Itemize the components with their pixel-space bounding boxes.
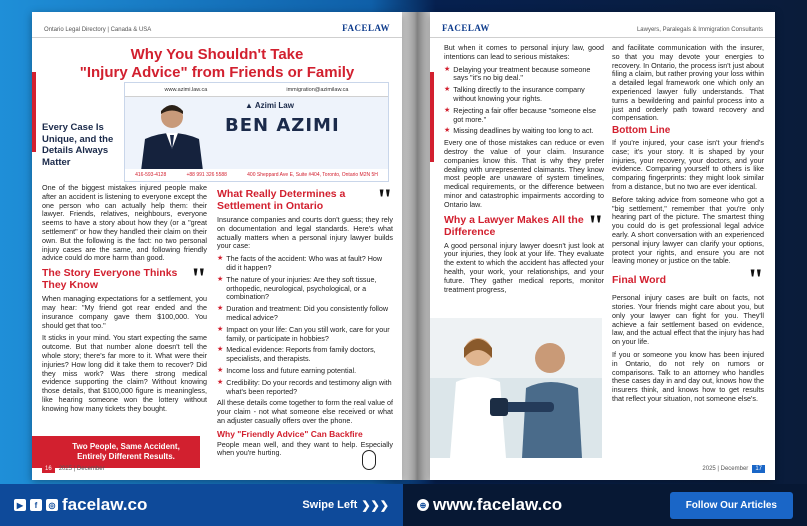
right-header-tagline: Lawyers, Paralegals & Immigration Consultants — [636, 27, 763, 33]
star-icon: ★ — [444, 127, 451, 135]
right-page-number: 17 — [752, 465, 765, 473]
right-accent-rule — [430, 72, 434, 162]
left-page-header — [32, 12, 402, 38]
right-header-brand: FACELAW — [442, 23, 490, 33]
right-page — [430, 12, 775, 480]
star-icon: ★ — [444, 65, 451, 73]
final-word-paragraph-2: If you or someone you know has been injured in Ontario, do not rely on rumors or comparisons. Talk to an attorney who handles these cases day in and day out, knows how the insurers think, and knows how to get results that reflect your situation, not someone else's. — [612, 349, 764, 403]
magazine-spine — [402, 12, 430, 480]
instagram-icon[interactable]: ◎ — [46, 499, 58, 511]
determines-intro: Insurance companies and courts don't guess; they rely on documentation and legal standards. Here's what actually matters when a personal injury lawyer builds your case: — [217, 215, 393, 251]
right-column-left-page — [217, 184, 393, 462]
right-page-footer — [430, 458, 775, 480]
lawyer-portrait-icon — [133, 99, 211, 171]
right-footer-info — [702, 465, 765, 473]
ad-bottom-row — [125, 169, 388, 181]
story-paragraph-2: It sticks in your mind. You start expecting the same outcome. But that number alone doesn't tell the whole story; there's far more to it. What were their injuries? How long did it take them to recover? Did they miss work? Was there strong medical evidence supporting the claim? Without knowing those details, that $100,000 figure is meaningless, like hearing someone won the lottery without knowing how many tickets they bought. — [42, 333, 207, 413]
factors-list — [217, 255, 393, 396]
doctor-patient-photo — [430, 318, 602, 458]
col2-top-paragraph: and facilitate communication with the insurer, so that you may devote your energies to recovery. In Ontario, the process isn't just about filing a claim, but rather proving your loss within a detailed legal framework one which only an experienced lawyer fully understands. That turns a bewildering and painful process into a just and orderly path toward recovery and compensation. — [612, 43, 764, 123]
right-page-header — [430, 12, 775, 38]
list-item: ★ The nature of your injuries: Are they soft tissue, orthopedic, neurological, psychological, or a combination? — [217, 274, 377, 302]
left-column — [42, 184, 207, 418]
swipe-left-label: Swipe Left — [302, 499, 358, 511]
story-heading — [42, 262, 207, 296]
youtube-icon[interactable]: ▶ — [14, 499, 26, 511]
left-header-directory: Ontario Legal Directory | Canada & USA — [44, 27, 152, 33]
social-links — [14, 495, 147, 515]
list-item: ★ The facts of the accident: Who was at fault? How did it happen? — [217, 254, 383, 272]
star-icon: ★ — [444, 106, 451, 114]
quote-icon: " — [190, 262, 207, 296]
lawyer-heading-text: Why a Lawyer Makes All the Difference — [444, 213, 584, 238]
star-icon: ★ — [217, 255, 224, 263]
lawyer-paragraph: A good personal injury lawyer doesn't just look at your injuries, they look at your life. They evaluate the extent to which the accident has affected your health, your work, your relationships, and your future. They gather medical reports, monitor treatment progress, — [444, 240, 604, 294]
star-icon: ★ — [444, 86, 451, 94]
list-item: ★ Duration and treatment: Did you consistently follow medical advice? — [217, 304, 389, 322]
ad-address: 400 Sheppard Ave E, Suite #404, Toronto, Ontario M2N 5H — [247, 172, 378, 178]
star-icon: ★ — [217, 366, 224, 374]
final-word-paragraph-1: Personal injury cases are built on facts, not stories. Your friends might care about you, but only your lawyer can fight for you. They'll achieve a fair settlement based on evidence, law, and the actual effect that the injury has had on your life. — [612, 293, 764, 347]
headline-line1: Why You Shouldn't Take — [130, 46, 304, 63]
list-item: ★ Income loss and future earning potential. — [217, 365, 357, 375]
left-footer-info — [42, 465, 105, 473]
big-settlement-paragraph: Before taking advice from someone who got a "big settlement," remember that you're only hearing part of the picture. The smartest thing you could do is get professional legal advice early. A short conversation with an experienced personal injury lawyer can clarify your options, protect your rights, and ensure you are not leaving money or justice on the table. — [612, 194, 764, 266]
swipe-left-cta[interactable] — [302, 499, 389, 512]
law-logo-icon: ▲ — [245, 101, 253, 110]
quote-icon: " — [747, 263, 764, 297]
determines-heading — [217, 183, 393, 216]
ad-phone2: +88 991 326 5588 — [186, 172, 227, 178]
red-callout-text: Two People, Same Accident, Entirely Different Results. — [72, 442, 180, 461]
bottom-line-paragraph: If you're injured, your case isn't your friend's case; it's your story. It is shaped by your injuries, your recovery, your doctors, and your evidence. Comparing yourself to others is like comparing fingerprints: they might look similar from a distance, but no two are ever identical. — [612, 137, 764, 191]
ad-contact-row — [125, 83, 388, 97]
site-block-right — [417, 495, 562, 515]
bottom-line-heading: Bottom Line — [612, 125, 671, 137]
list-item: ★ Impact on your life: Can you still work, care for your family, or participate in hobbies? — [217, 324, 390, 343]
lawyer-advertisement[interactable] — [124, 82, 389, 182]
ad-website: www.azimi.law.ca — [164, 86, 208, 93]
side-heading: Every Case Is Unique, and the Details Always Matter — [42, 122, 114, 168]
final-word-heading — [612, 263, 764, 297]
list-item: ★ Talking directly to the insurance company without knowing your rights. — [444, 85, 585, 103]
left-page-number: 16 — [42, 465, 55, 473]
mistakes-paragraph: Every one of those mistakes can reduce or even destroy the value of your claim. Insurance companies know this. That is why they prefer dealing with unrepresented claimants. They know most people are unaware of system timelines, medical requirements, or the difference between minor and catastrophic impairments according to Ontario law. — [444, 138, 604, 209]
bottom-right-bar — [403, 484, 807, 526]
left-header-brand: FACELAW — [342, 23, 390, 33]
list-item: ★ Delaying your treatment because someone says "it's no big deal." — [444, 64, 591, 83]
right-footer-date: 2025 | December — [702, 466, 749, 472]
site-link-left[interactable]: facelaw.co — [62, 495, 148, 514]
side-heading-box — [42, 122, 122, 168]
quote-icon: " — [587, 208, 604, 242]
ad-lawyer-name: BEN AZIMI — [225, 115, 340, 136]
site-link-right[interactable]: www.facelaw.co — [433, 495, 563, 514]
left-page-footer — [32, 458, 402, 480]
left-footer-date: 2025 | December — [58, 466, 105, 472]
bottom-left-bar — [0, 484, 403, 526]
list-item: ★ Missing deadlines by waiting too long to act. — [444, 126, 594, 136]
list-item: ★ Medical evidence: Reports from family doctors, specialists, and therapists. — [217, 345, 376, 364]
right-page-column-1 — [444, 44, 604, 298]
chevrons-right-icon: ❯❯❯ — [361, 499, 389, 512]
right-page-column-2 — [612, 44, 764, 408]
details-paragraph: All these details come together to form the real value of your claim - not what someone else received or what an adjuster casually offers over the phone. — [217, 398, 393, 425]
list-item: ★ Credibility: Do your records and testimony align with what's been reported? — [217, 377, 392, 396]
quote-icon: " — [376, 183, 393, 216]
mistakes-intro: But when it comes to personal injury law, good intentions can lead to serious mistakes: — [444, 43, 604, 61]
article-headline — [42, 46, 392, 82]
left-accent-rule — [32, 72, 36, 152]
star-icon: ★ — [217, 325, 224, 333]
mistakes-list — [444, 66, 604, 137]
star-icon: ★ — [217, 305, 224, 313]
backfire-paragraph: People mean well, and they want to help. Especially when you're hurting. — [217, 439, 393, 458]
follow-articles-button[interactable]: Follow Our Articles — [670, 492, 793, 519]
ad-logo — [245, 101, 294, 110]
intro-paragraph: One of the biggest mistakes injured people make after an accident is listening to everyone except the one person who can actually help them: their lawyer. Friends, relatives, neighbours, everyone seems to have a story about how they (or a "great settlement" or how they handled their claim on their own. But the following is the fact: no two personal injury cases are the same, and following friendly advice could do more harm than good. — [42, 183, 207, 263]
story-heading-text: The Story Everyone Thinks They Know — [42, 267, 178, 292]
ad-logo-text: Azimi Law — [254, 101, 294, 110]
star-icon: ★ — [217, 275, 224, 283]
left-page — [32, 12, 402, 480]
star-icon: ★ — [217, 378, 224, 386]
ad-phone1: 416-593-4128 — [135, 172, 167, 178]
ad-email: immigration@azimilaw.ca — [286, 86, 349, 93]
story-paragraph-1: When managing expectations for a settlement, you may hear: "My friend got rear ended and the insurance company gave them $100,000. You should get that too." — [42, 294, 207, 330]
headline-line2: "Injury Advice" from Friends or Family — [79, 64, 355, 81]
facebook-icon[interactable]: f — [30, 499, 42, 511]
determines-heading-text: What Really Determines a Settlement in Ontario — [217, 188, 346, 212]
list-item: ★ Rejecting a fair offer because "someone else got more." — [444, 105, 596, 124]
star-icon: ★ — [217, 346, 224, 354]
final-word-heading-text: Final Word — [612, 274, 667, 287]
globe-icon: ⊕ — [417, 499, 429, 511]
lawyer-heading — [444, 208, 604, 242]
backfire-heading: Why "Friendly Advice" Can Backfire — [217, 428, 363, 439]
